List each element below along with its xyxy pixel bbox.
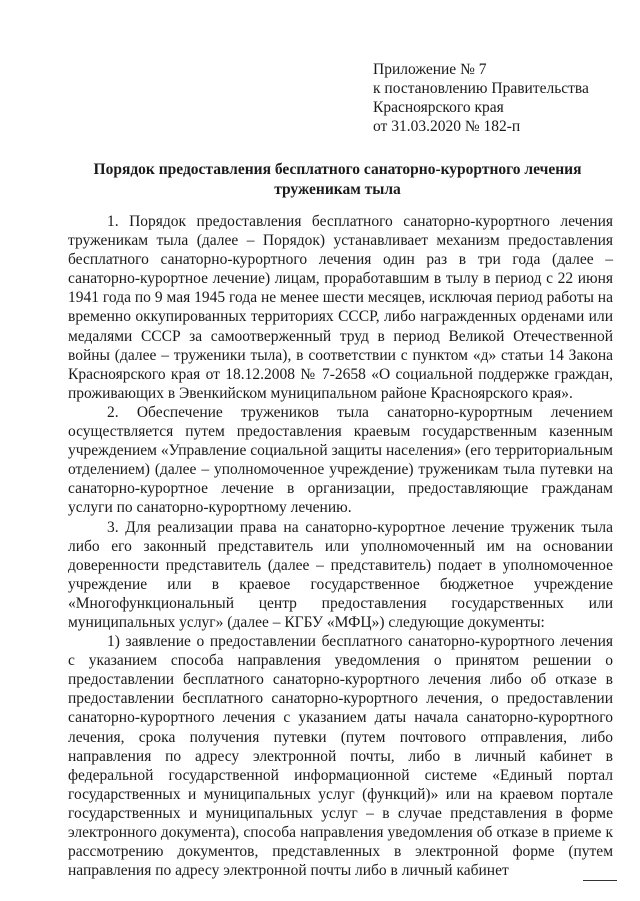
title-line-1: Порядок предоставления бесплатного санаторно-курортного лечения xyxy=(93,161,582,178)
paragraph-1: 1. Порядок предоставления бесплатного санаторно-курортного лечения труженикам тыла (далее – Порядок) устанавливает механизм предоставления бесплатного санаторно-курортного лечения один раз в три года (далее – санаторно-курортное лечение) лицам, проработавшим в тылу в период с 22 июня 1941 года по 9 мая 1945 года не менее шести месяцев, исключая период работы на временно оккупированных территориях СССР, либо награжденных орденами или медалями СССР за самоотверженный труд в период Великой Отечественной войны (далее – труженики тыла), в соответствии с пунктом «д» статьи 14 Закона Красноярского края от 18.12.2008 № 7-2658 «О социальной поддержке граждан, проживающих в Эвенкийском муниципальном районе Красноярского края». xyxy=(68,213,613,402)
appendix-number: Приложение № 7 xyxy=(373,61,487,78)
appendix-header xyxy=(373,60,589,136)
paragraph-2: 2. Обеспечение тружеников тыла санаторно-курортным лечением осуществляется путем предоставления краевым государственным казенным учреждением «Управление социальной защиты населения» (его территориальным отделением) (далее – уполномоченное учреждение) труженикам тыла путевки на санаторно-курортное лечение в организации, предоставляющие гражданам услуги по санаторно-курортному лечению. xyxy=(68,403,613,517)
page-footer-line xyxy=(583,880,617,881)
appendix-region: Красноярского края xyxy=(373,99,504,116)
appendix-date: от 31.03.2020 № 182-п xyxy=(373,118,521,135)
paragraph-3: 3. Для реализации права на санаторно-курортное лечение труженик тыла либо его законный представитель или уполномоченный им на основании доверенности представитель (далее – представитель) подает в уполномоченное учреждение или в краевое государственное бюджетное учреждение «Многофункциональный центр предоставления государственных или муниципальных услуг» (далее – КГБУ «МФЦ») следующие документы: xyxy=(68,518,613,631)
appendix-reference: к постановлению Правительства xyxy=(373,80,589,97)
title-line-2: труженикам тыла xyxy=(274,181,401,198)
document-body xyxy=(68,212,613,880)
paragraph-3-item-1: 1) заявление о предоставлении бесплатного санаторно-курортного лечения с указанием способа направления уведомления о принятом решении о предоставлении бесплатного санаторно-курортного лечения либо об отказе в предоставлении бесплатного санаторно-курортного лечения, о предоставлении санаторно-курортного лечения с указанием даты начала санаторно-курортного лечения, срока получения путевки (путем почтового отправления, либо направления по адресу электронной почты, либо в личный кабинет в федеральной государственной информационной системе «Единый портал государственных и муниципальных услуг (функций)» или на краевом портале государственных и муниципальных услуг – в случае представления в форме электронного документа), способа направления уведомления об отказе в приеме к рассмотрению документов, представленных в электронной форме (путем направления по адресу электронной почты либо в личный кабинет xyxy=(68,633,613,880)
document-title xyxy=(60,160,615,200)
